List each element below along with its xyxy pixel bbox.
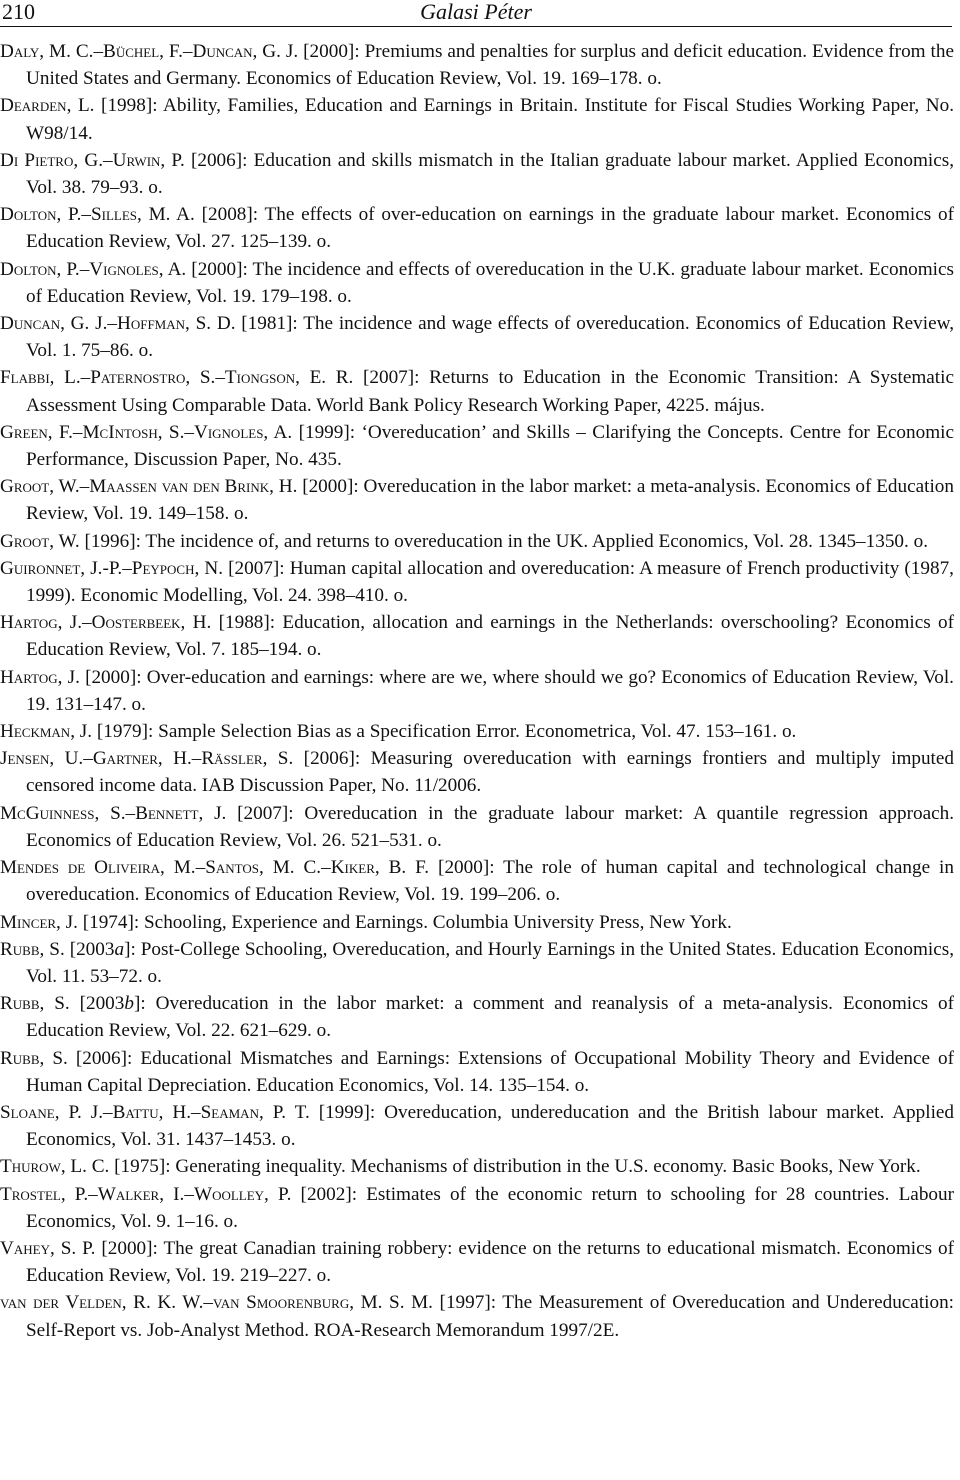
reference-author: van Smoorenburg, M. S. M. — [213, 1292, 433, 1314]
reference-text: [1998]: Ability, Families, Education and Earnings in Britain. Institute for Fiscal Studies Working Paper, No. W98/14. — [26, 95, 954, 144]
reference-text: [2006]: Measuring overeducation with earnings frontiers and multiply imputed censored income data. IAB Discussion Paper, No. 11/2006. — [26, 748, 954, 797]
reference-entry — [0, 1045, 954, 1099]
reference-author: Kiker, B. F. — [330, 857, 430, 879]
reference-author: Hartog, J. — [0, 666, 80, 688]
reference-author: Dolton, P. — [0, 258, 80, 280]
reference-author: Vahey, S. P. — [0, 1237, 96, 1259]
reference-text: [1981]: The incidence and wage effects of overeducation. Economics of Education Review, Vol. 1. 75–86. o. — [26, 313, 954, 362]
reference-author: Dearden, L. — [0, 95, 95, 117]
reference-entry — [0, 256, 954, 310]
reference-author: Daly, M. C. — [0, 41, 94, 62]
reference-text: [1979]: Sample Selection Bias as a Specification Error. Econometrica, Vol. 47. 153–161. o. — [92, 721, 797, 743]
reference-author: Trostel, P. — [0, 1183, 89, 1205]
reference-author: Oosterbeek, H. — [91, 612, 212, 634]
reference-author: Groot, W. — [0, 476, 80, 498]
reference-text: – — [191, 1101, 201, 1123]
reference-text: – — [83, 748, 93, 770]
reference-entry — [0, 473, 954, 527]
reference-text: [2003 — [69, 993, 125, 1015]
reference-entry — [0, 1289, 954, 1343]
reference-text: – — [79, 476, 90, 498]
reference-text: – — [184, 421, 194, 443]
reference-author: Sloane, P. J. — [0, 1101, 104, 1123]
reference-author: McIntosh, S. — [82, 421, 185, 443]
reference-author: Hoffman, S. D. — [116, 313, 236, 335]
reference-author: Peypoch, N. — [131, 557, 224, 579]
reference-text: [2000]: Premiums and penalties for surplus and deficit education. Evidence from the United States and Germany. Economics of Education Review, Vol. 19. 169–178. o. — [26, 41, 955, 90]
reference-text: ]: Overeducation in the labor market: a comment and reanalysis of a meta-analysis. Economics of Education Review, Vol. 22. 621–629. o. — [26, 993, 955, 1042]
reference-author: Woolley, P. — [193, 1183, 292, 1205]
reference-text: [1997]: The Measurement of Overeducation and Undereducation: Self-Report vs. Job-Analyst Method. ROA-Research Memorandum 1997/2E. — [26, 1292, 955, 1341]
reference-text: [1999]: Overeducation, undereducation and the British labour market. Applied Economics, Vol. 31. 1437–1453. o. — [26, 1101, 955, 1151]
reference-entry — [0, 38, 954, 92]
reference-author: Duncan, G. J. — [0, 313, 108, 335]
reference-author: Duncan, G. J. — [192, 41, 299, 62]
reference-author: Seaman, P. T. — [200, 1101, 310, 1123]
reference-text: – — [321, 857, 331, 879]
reference-text: [2007]: Returns to Education in the Economic Transition: A Systematic Assessment Using Comparable Data. World Bank Policy Research Working Paper, 4225. május. — [26, 367, 954, 416]
reference-text: [2000]: Overeducation in the labor market: a meta-analysis. Economics of Education Review, Vol. 19. 149–158. o. — [26, 476, 954, 525]
reference-text: – — [195, 857, 206, 879]
reference-text: – — [215, 367, 225, 389]
reference-text: – — [80, 367, 91, 389]
reference-author: Mendes de Oliveira, M. — [0, 857, 196, 879]
reference-text: – — [103, 149, 113, 171]
reference-text: – — [79, 258, 90, 280]
reference-text: [2007]: Overeducation in the graduate labour market: A quantile regression approach. Economics of Education Review, Vol. 26. 521–531. o. — [26, 802, 955, 851]
reference-author: Battu, H. — [112, 1101, 192, 1123]
reference-author: Vignoles, A. — [193, 421, 293, 443]
reference-author: Hartog, J. — [0, 612, 82, 634]
reference-text: [2002]: Estimates of the economic return to schooling for 28 countries. Labour Economics, Vol. 9. 1–16. o. — [26, 1183, 954, 1232]
reference-text: [2000]: The role of human capital and technological change in overeducation. Economics of Education Review, Vol. 19. 199–206. o. — [26, 857, 954, 906]
reference-text: a — [114, 938, 125, 960]
reference-text: ]: Post-College Schooling, Overeducation, and Hourly Earnings in the United States. Education Economics, Vol. 11. 53–72. o. — [26, 938, 954, 987]
page-number: 210 — [2, 0, 35, 24]
reference-author: Tiongson, E. R. — [224, 367, 354, 389]
reference-text: [1974]: Schooling, Experience and Earnings. Columbia University Press, New York. — [77, 911, 732, 933]
reference-text: – — [107, 313, 117, 335]
reference-text: – — [103, 1101, 113, 1123]
reference-entry — [0, 1153, 954, 1180]
reference-entry — [0, 664, 954, 718]
reference-author: Maassen van den Brink, H. — [89, 476, 298, 498]
reference-entry — [0, 1235, 954, 1289]
reference-text: [1996]: The incidence of, and returns to overeducation in the UK. Applied Economics, Vol. 28. 1345–1350. o. — [79, 530, 928, 552]
reference-author: Rubb, S. — [0, 1047, 68, 1069]
reference-author: Thurow, L. C. — [0, 1156, 110, 1178]
reference-text: [2000]: The great Canadian training robbery: evidence on the returns to educational mismatch. Economics of Education Review, Vol. 19. 219–227. o. — [26, 1237, 954, 1287]
reference-entry — [0, 310, 954, 364]
reference-entry — [0, 1099, 954, 1153]
reference-author: Rässler, S. — [201, 748, 294, 770]
reference-author: Di Pietro, G. — [0, 149, 104, 171]
reference-text: [2008]: The effects of over-education on earnings in the graduate labour market. Economics of Education Review, Vol. 27. 125–139. o. — [26, 204, 954, 253]
reference-author: McGuinness, S. — [0, 802, 126, 824]
reference-entry — [0, 990, 954, 1044]
reference-text: – — [122, 557, 132, 579]
reference-list — [0, 38, 954, 1344]
reference-text: [2000]: Over-education and earnings: where are we, where should we go? Economics of Education Review, Vol. 19. 131–147. o. — [26, 666, 954, 715]
reference-author: Urwin, P. — [112, 149, 185, 171]
reference-entry — [0, 147, 954, 201]
reference-text: [1975]: Generating inequality. Mechanisms of distribution in the U.S. economy. Basic Books, New York. — [109, 1156, 921, 1178]
reference-text: [1999]: ‘Overeducation’ and Skills – Clarifying the Concepts. Centre for Economic Performance, Discussion Paper, No. 435. — [26, 421, 954, 471]
reference-entry — [0, 92, 954, 146]
reference-entry — [0, 528, 954, 555]
reference-author: Heckman, J. — [0, 721, 93, 743]
reference-text: – — [203, 1292, 213, 1314]
reference-author: Paternostro, S. — [90, 367, 216, 389]
reference-text: [2006]: Education and skills mismatch in the Italian graduate labour market. Applied Economics, Vol. 38. 79–93. o. — [26, 149, 954, 199]
reference-author: Walker, I. — [97, 1183, 185, 1205]
reference-author: Gartner, H. — [92, 748, 192, 770]
reference-author: Groot, W. — [0, 530, 80, 552]
reference-entry — [0, 909, 954, 936]
reference-entry — [0, 364, 954, 418]
reference-author: Rubb, S. — [0, 938, 65, 960]
reference-author: Silles, M. A. — [90, 204, 195, 226]
reference-text: – — [82, 612, 92, 634]
reference-text: – — [182, 41, 193, 62]
reference-entry — [0, 201, 954, 255]
reference-text: [2007]: Human capital allocation and overeducation: A measure of French productivity (1987, 1999). Economic Modelling, Vol. 24. 398–410. o. — [26, 557, 954, 607]
reference-author: van der Velden, R. K. W. — [0, 1292, 204, 1314]
reference-author: Bennett, J. — [135, 802, 227, 824]
reference-entry — [0, 745, 954, 799]
reference-text: – — [93, 41, 104, 62]
reference-author: Rubb, S. — [0, 993, 70, 1015]
reference-text: – — [184, 1183, 194, 1205]
reference-text: – — [191, 748, 202, 770]
reference-text: – — [125, 802, 136, 824]
reference-entry — [0, 936, 954, 990]
reference-author: Santos, M. C. — [205, 857, 322, 879]
reference-entry — [0, 419, 954, 473]
reference-author: Mincer, J. — [0, 911, 78, 933]
reference-text: – — [81, 204, 91, 226]
reference-entry — [0, 609, 954, 663]
reference-author: Jensen, U. — [0, 748, 84, 770]
reference-entry — [0, 854, 954, 908]
reference-author: Green, F. — [0, 421, 73, 443]
reference-author: Vignoles, A. — [89, 258, 187, 280]
running-header — [0, 0, 952, 27]
reference-entry — [0, 1181, 954, 1235]
reference-entry — [0, 555, 954, 609]
reference-text: [2003 — [64, 938, 115, 960]
reference-author: Büchel, F. — [103, 41, 183, 62]
reference-author: Guironnet, J.-P. — [0, 557, 123, 579]
reference-entry — [0, 718, 954, 745]
reference-text: [1988]: Education, allocation and earnings in the Netherlands: overschooling? Economics of Education Review, Vol. 7. 185–194. o. — [26, 612, 955, 661]
running-head-author: Galasi Péter — [420, 0, 532, 24]
reference-text: [2006]: Educational Mismatches and Earnings: Extensions of Occupational Mobility Theory and Evidence of Human Capital Depreciation. Education Economics, Vol. 14. 135–154. o. — [26, 1047, 954, 1096]
reference-author: Flabbi, L. — [0, 367, 81, 389]
reference-author: Dolton, P. — [0, 204, 82, 226]
reference-text: b — [124, 993, 134, 1015]
reference-text: – — [88, 1183, 98, 1205]
reference-entry — [0, 800, 954, 854]
reference-text: [2000]: The incidence and effects of overeducation in the U.K. graduate labour market. Economics of Education Review, Vol. 19. 179–198. o. — [26, 258, 954, 307]
reference-text: – — [72, 421, 83, 443]
